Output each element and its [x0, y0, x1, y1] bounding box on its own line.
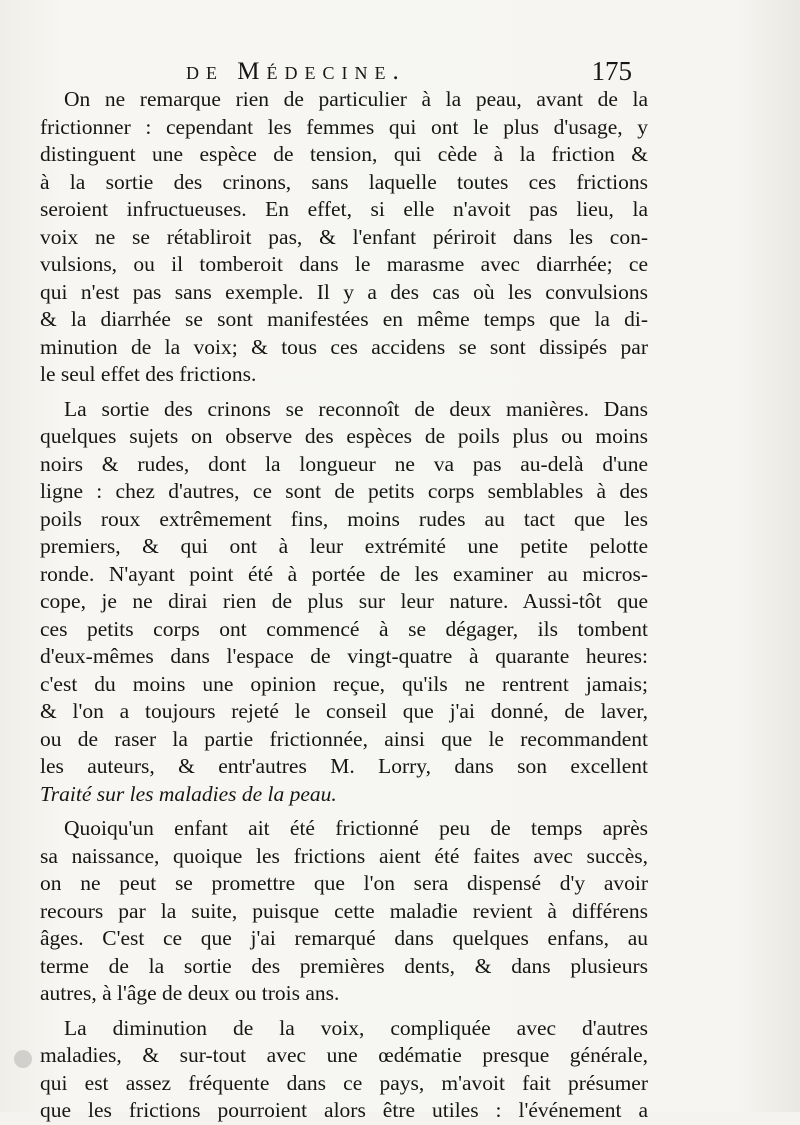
- text-line: La sortie des crinons se reconnoît de deux manières. Dans: [64, 396, 648, 421]
- text-line: à la sortie des crinons, sans laquelle toutes ces frictions: [40, 169, 648, 194]
- text-line: & la diarrhée se sont manifestées en même temps que la di-: [40, 307, 648, 331]
- text-line: ou de raser la partie frictionnée, ainsi que le recommandent: [40, 726, 648, 751]
- text-line: les auteurs, & entr'autres M. Lorry, dans son excellent: [40, 754, 648, 778]
- text-line: âges. C'est ce que j'ai remarqué dans quelques enfans, au: [40, 926, 648, 950]
- text-line: sa naissance, quoique les frictions aient été faites avec succès,: [40, 843, 648, 868]
- text-line: & l'on a toujours rejeté le conseil que j'ai donné, de laver,: [40, 699, 648, 723]
- text-line: ronde. N'ayant point été à portée de les examiner au micros-: [40, 561, 648, 586]
- text-line: on ne peut se promettre que l'on sera dispensé d'y avoir: [40, 871, 648, 895]
- text-line: premiers, & qui ont à leur extrémité une petite pelotte: [40, 534, 648, 558]
- text-line: qui est assez fréquente dans ce pays, m'avoit fait présumer: [40, 1070, 648, 1095]
- text-line: que les frictions pourroient alors être utiles : l'événement a: [40, 1098, 648, 1122]
- text-line: ces petits corps ont commencé à se dégager, ils tombent: [40, 616, 648, 641]
- text-line: ligne : chez d'autres, ce sont de petits corps semblables à des: [40, 479, 648, 503]
- text-line: distinguent une espèce de tension, qui cède à la friction &: [40, 142, 648, 166]
- running-head: de Médecine.: [186, 58, 406, 85]
- paragraph: [40, 1015, 648, 1125]
- paragraph: [40, 86, 648, 389]
- text-line: c'est du moins une opinion reçue, qu'ils ne rentrent jamais;: [40, 671, 648, 696]
- body-text: [40, 86, 648, 1125]
- text-line: minution de la voix; & tous ces accidens se sont dissipés par: [40, 334, 648, 359]
- text-line: le seul effet des frictions.: [40, 362, 257, 386]
- paragraph: [40, 815, 648, 1008]
- text-line: seroient infructueuses. En effet, si elle n'avoit pas lieu, la: [40, 197, 648, 221]
- text-line: terme de la sortie des premières dents, & dans plusieurs: [40, 953, 648, 978]
- page-number: 175: [591, 56, 632, 86]
- text-line: qui n'est pas sans exemple. Il y a des cas où les convulsions: [40, 279, 648, 304]
- text-line: recours par la suite, puisque cette maladie revient à différens: [40, 898, 648, 923]
- text-line: noirs & rudes, dont la longueur ne va pas au-delà d'une: [40, 451, 648, 476]
- text-line: maladies, & sur-tout avec une œdématie presque générale,: [40, 1043, 648, 1067]
- text-line: cope, je ne dirai rien de plus sur leur nature. Aussi-tôt que: [40, 589, 648, 613]
- ink-speck: [14, 1050, 32, 1068]
- text-line: d'eux-mêmes dans l'espace de vingt-quatre à quarante heures:: [40, 644, 648, 668]
- paragraph: [40, 396, 648, 809]
- text-line: Traité sur les maladies de la peau.: [40, 781, 337, 806]
- text-line: poils roux extrêmement fins, moins rudes au tact que les: [40, 506, 648, 531]
- text-line: quelques sujets on observe des espèces de poils plus ou moins: [40, 424, 648, 448]
- text-line: Quoiqu'un enfant ait été frictionné peu de temps après: [64, 816, 648, 840]
- text-line: vulsions, ou il tomberoit dans le marasme avec diarrhée; ce: [40, 252, 648, 276]
- text-line: La diminution de la voix, compliquée avec d'autres: [64, 1015, 648, 1040]
- text-line: autres, à l'âge de deux ou trois ans.: [40, 981, 340, 1005]
- text-line: voix ne se rétabliroit pas, & l'enfant périroit dans les con-: [40, 224, 648, 249]
- text-line: frictionner : cependant les femmes qui ont le plus d'usage, y: [40, 114, 648, 139]
- text-line: On ne remarque rien de particulier à la peau, avant de la: [64, 87, 648, 111]
